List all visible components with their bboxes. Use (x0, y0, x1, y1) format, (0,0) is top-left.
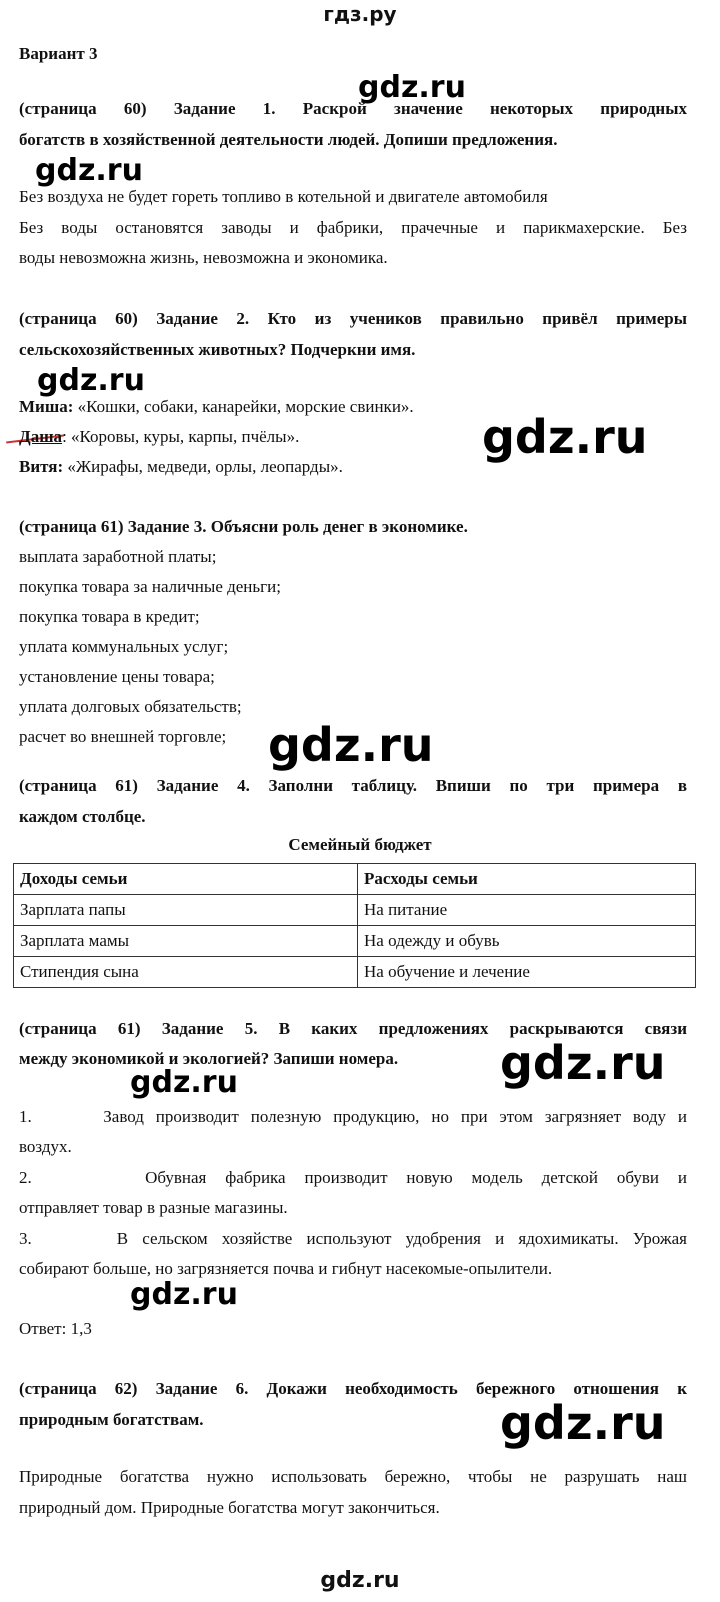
table-title: Семейный бюджет (288, 835, 432, 854)
table-row (14, 926, 696, 957)
task5-question-line2: между экономикой и экологией? Запиши номера. (19, 1049, 399, 1068)
task6-question-line2: природным богатствам. (19, 1410, 204, 1429)
variant-title: Вариант 3 (19, 44, 98, 63)
task3-item: уплата долговых обязательств; (19, 697, 242, 716)
task1-answer-line1: Без воздуха не будет гореть топливо в котельной и двигателе автомобиля (19, 187, 548, 206)
student-answer: : «Коровы, куры, карпы, пчёлы». (62, 427, 300, 446)
task2-question-line2: сельскохозяйственных животных? Подчеркни имя. (19, 340, 416, 359)
student-name: Витя: (19, 457, 64, 476)
task2-answer-dasha (19, 428, 299, 445)
table-cell: На обучение и лечение (358, 957, 696, 988)
table-cell: На одежду и обувь (358, 926, 696, 957)
watermark: gdz.ru (482, 410, 648, 464)
task3-item: установление цены товара; (19, 667, 215, 686)
watermark: gdz.ru (130, 1065, 238, 1100)
column-header-income: Доходы семьи (14, 864, 358, 895)
table-header-row (14, 864, 696, 895)
task3-item: покупка товара за наличные деньги; (19, 577, 281, 596)
task5-sentence3-line2: собирают больше, но загрязняется почва и гибнут насекомые-опылители. (19, 1259, 553, 1278)
watermark: gdz.ru (500, 1396, 666, 1450)
task2-answer-vitya (19, 458, 343, 475)
site-header: гдз.ру (323, 2, 397, 26)
student-answer: «Кошки, собаки, канарейки, морские свинки». (73, 397, 414, 416)
task6-answer-line1: Природные богатства нужно использовать бережно, чтобы не разрушать наш (19, 1467, 687, 1486)
task6-answer-line2: природный дом. Природные богатства могут закончиться. (19, 1498, 440, 1517)
column-header-expenses: Расходы семьи (358, 864, 696, 895)
watermark: gdz.ru (35, 153, 143, 188)
table-cell: Зарплата папы (14, 895, 358, 926)
task5-answer: Ответ: 1,3 (19, 1319, 92, 1338)
task1-answer-line2: Без воды остановятся заводы и фабрики, прачечные и парикмахерские. Без (19, 218, 687, 237)
family-budget-table (13, 863, 696, 988)
student-name: Миша: (19, 397, 74, 416)
student-answer: «Жирафы, медведи, орлы, леопарды». (63, 457, 343, 476)
task1-question-line1: (страница 60) Задание 1. Раскрой значение некоторых природных (19, 99, 687, 118)
task4-question-line1: (страница 61) Задание 4. Заполни таблицу. Впиши по три примера в (19, 776, 687, 795)
watermark: gdz.ru (130, 1277, 238, 1312)
watermark: gdz.ru (358, 70, 466, 105)
task3-item: уплата коммунальных услуг; (19, 637, 229, 656)
watermark: gdz.ru (268, 718, 434, 772)
task2-question-line1: (страница 60) Задание 2. Кто из учеников правильно привёл примеры (19, 309, 687, 328)
task6-question-line1: (страница 62) Задание 6. Докажи необходимость бережного отношения к (19, 1379, 687, 1398)
table-cell: Зарплата мамы (14, 926, 358, 957)
task3-item: выплата заработной платы; (19, 547, 217, 566)
table-cell: На питание (358, 895, 696, 926)
task5-sentence2-line2: отправляет товар в разные магазины. (19, 1198, 288, 1217)
table-row (14, 957, 696, 988)
watermark: gdz.ru (37, 363, 145, 398)
site-footer: gdz.ru (320, 1568, 400, 1593)
task3-item: покупка товара в кредит; (19, 607, 200, 626)
task5-sentence2-line1: 2. Обувная фабрика производит новую модель детской обуви и (19, 1168, 687, 1187)
task3-item: расчет во внешней торговле; (19, 727, 227, 746)
task5-sentence3-line1: 3. В сельском хозяйстве используют удобрения и ядохимикаты. Урожая (19, 1229, 687, 1248)
table-cell: Стипендия сына (14, 957, 358, 988)
watermark: gdz.ru (500, 1036, 666, 1090)
task5-sentence1-line2: воздух. (19, 1137, 72, 1156)
task1-answer-line3: воды невозможна жизнь, невозможна и экономика. (19, 248, 388, 267)
table-row (14, 895, 696, 926)
task1-question-line2: богатств в хозяйственной деятельности людей. Допиши предложения. (19, 130, 558, 149)
task5-question-line1: (страница 61) Задание 5. В каких предложениях раскрываются связи (19, 1019, 687, 1038)
task3-question: (страница 61) Задание 3. Объясни роль денег в экономике. (19, 517, 468, 536)
task4-question-line2: каждом столбце. (19, 807, 146, 826)
student-name: Даша (19, 427, 63, 446)
task5-sentence1-line1: 1. Завод производит полезную продукцию, но при этом загрязняет воду и (19, 1107, 687, 1126)
task2-answer-misha (19, 398, 414, 415)
